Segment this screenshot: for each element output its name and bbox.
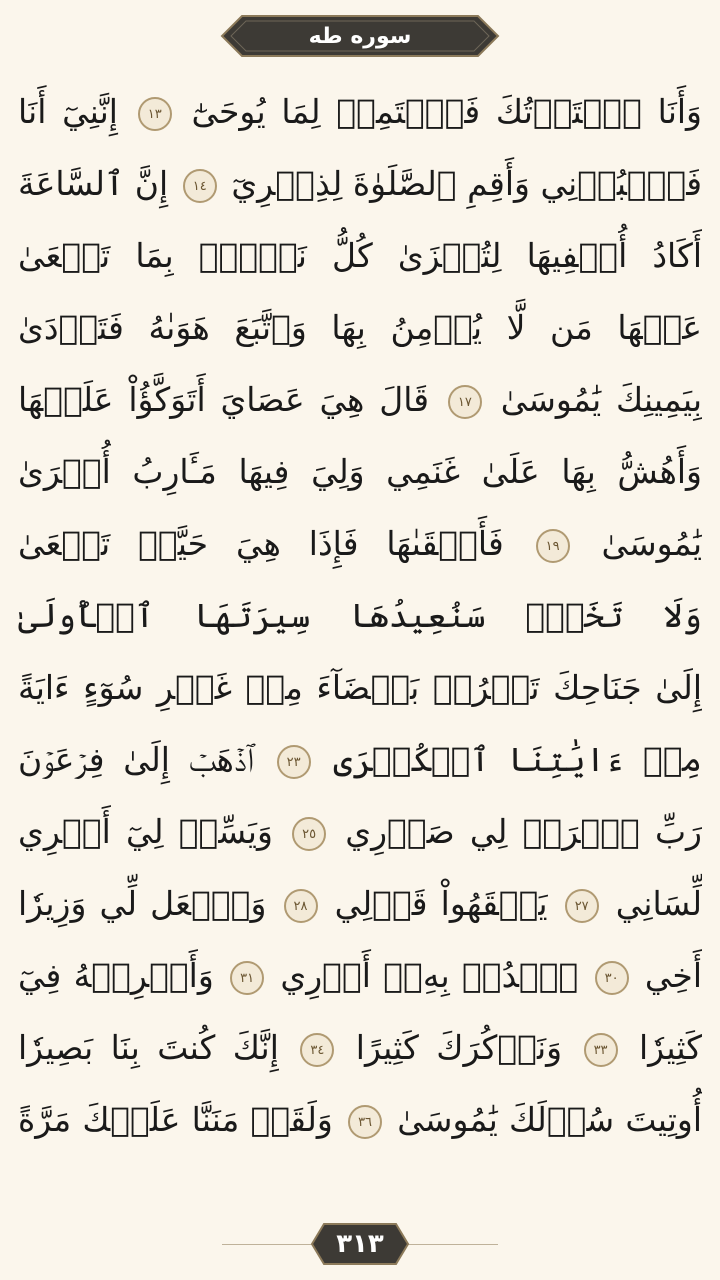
verse-text: كَثِيرٗا <box>639 1028 702 1067</box>
verse-text: أَخِي <box>644 956 702 995</box>
verse-text: فَٱعۡبُدۡنِي وَأَقِمِ ٱلصَّلَوٰةَ لِذِكۡرِيٓ <box>231 164 702 203</box>
verse-text: مِنۡ ءَايَٰتِنَا ٱلۡكُبۡرَى <box>333 740 702 779</box>
verse-text: عَنۡهَا مَن لَّا يُؤۡمِنُ بِهَا وَٱتَّبَعَ هَوَىٰهُ فَتَرۡدَىٰ <box>18 308 702 347</box>
page-footer <box>0 1222 720 1266</box>
verse-text: إِنَّكَ كُنتَ بِنَا بَصِيرٗا <box>18 1028 279 1067</box>
verse-text: وَأَنَا ٱخۡتَرۡتُكَ فَٱسۡتَمِعۡ لِمَا يُوحَىٰٓ <box>191 92 702 131</box>
quran-page-text <box>18 76 702 1216</box>
verse-text: وَلَا تَخَفۡۖ سَنُعِيدُهَا سِيرَتَهَا ٱلۡأُولَىٰ <box>18 596 702 635</box>
text-line <box>18 508 702 580</box>
page-number: ٣١٣ <box>336 1229 384 1259</box>
verse-text: أَكَادُ أُخۡفِيهَا لِتُجۡزَىٰ كُلُّ نَفۡسِۭ بِمَا تَسۡعَىٰ <box>18 236 702 275</box>
ayah-number-marker: ٢٥ <box>292 817 326 851</box>
text-line <box>18 1012 702 1084</box>
verse-text: أُوتِيتَ سُؤۡلَكَ يَٰمُوسَىٰ <box>397 1100 702 1139</box>
ayah-number-marker: ٢٨ <box>284 889 318 923</box>
verse-text: وَنَذۡكُرَكَ كَثِيرًا <box>355 1028 563 1067</box>
text-line <box>18 1084 702 1156</box>
text-line <box>18 220 702 292</box>
verse-text: وَلَقَدۡ مَنَنَّا عَلَيۡكَ مَرَّةً <box>18 1100 333 1139</box>
ayah-number-marker: ٣٣ <box>584 1033 618 1067</box>
text-line <box>18 868 702 940</box>
ayah-number-marker: ١٧ <box>448 385 482 419</box>
ayah-number-marker: ٣٤ <box>300 1033 334 1067</box>
text-line <box>18 796 702 868</box>
text-line <box>18 940 702 1012</box>
verse-text: وَيَسِّرۡ لِيٓ أَمۡرِي <box>18 812 273 851</box>
verse-text: قَالَ هِيَ عَصَايَ أَتَوَكَّؤُاْ عَلَيۡهَا <box>18 380 430 419</box>
verse-text: ٱذۡهَبۡ إِلَىٰ فِرۡعَوۡنَ <box>18 740 254 779</box>
verse-text: رَبِّ ٱشۡرَحۡ لِي صَدۡرِي <box>345 812 702 851</box>
text-line <box>18 580 702 652</box>
text-line <box>18 292 702 364</box>
text-line <box>18 76 702 148</box>
ayah-number-marker: ٣٦ <box>348 1105 382 1139</box>
verse-text: يَٰمُوسَىٰ <box>601 524 702 563</box>
verse-text: وَأَهُشُّ بِهَا عَلَىٰ غَنَمِي وَلِيَ فِيهَا مَـَٔارِبُ أُخۡرَىٰ <box>18 452 702 491</box>
ayah-number-marker: ١٣ <box>138 97 172 131</box>
footer-rule-right <box>406 1244 498 1245</box>
page-number-badge <box>310 1222 410 1266</box>
verse-text: يَفۡقَهُواْ قَوۡلِي <box>334 884 548 923</box>
verse-text: إِنَّنِيٓ أَنَا <box>18 92 118 131</box>
ayah-number-marker: ١٤ <box>183 169 217 203</box>
verse-text: إِلَىٰ جَنَاحِكَ تَخۡرُجۡ بَيۡضَآءَ مِنۡ غَيۡرِ سُوٓءٍ ءَايَةً <box>18 668 702 707</box>
surah-header <box>220 14 500 58</box>
verse-text: بِيَمِينِكَ يَٰمُوسَىٰ <box>500 380 702 419</box>
text-line <box>18 652 702 724</box>
ayah-number-marker: ١٩ <box>536 529 570 563</box>
verse-text: وَأَشۡرِكۡهُ فِيٓ <box>18 956 214 995</box>
verse-text: لِّسَانِي <box>615 884 702 923</box>
ayah-number-marker: ٢٧ <box>565 889 599 923</box>
footer-rule-left <box>222 1244 314 1245</box>
ayah-number-marker: ٣١ <box>230 961 264 995</box>
verse-text: ٱشۡدُدۡ بِهِۦٓ أَزۡرِي <box>280 956 579 995</box>
text-line <box>18 436 702 508</box>
verse-text: فَأَلۡقَىٰهَا فَإِذَا هِيَ حَيَّةٞ تَسۡعَىٰ <box>18 524 504 563</box>
surah-title: سوره طه <box>308 23 412 49</box>
verse-text: وَٱجۡعَل لِّي وَزِيرٗا <box>18 884 267 923</box>
ayah-number-marker: ٢٣ <box>277 745 311 779</box>
text-line <box>18 724 702 796</box>
text-line <box>18 364 702 436</box>
ayah-number-marker: ٣٠ <box>595 961 629 995</box>
verse-text: إِنَّ ٱلسَّاعَةَ <box>18 164 169 203</box>
text-line <box>18 148 702 220</box>
